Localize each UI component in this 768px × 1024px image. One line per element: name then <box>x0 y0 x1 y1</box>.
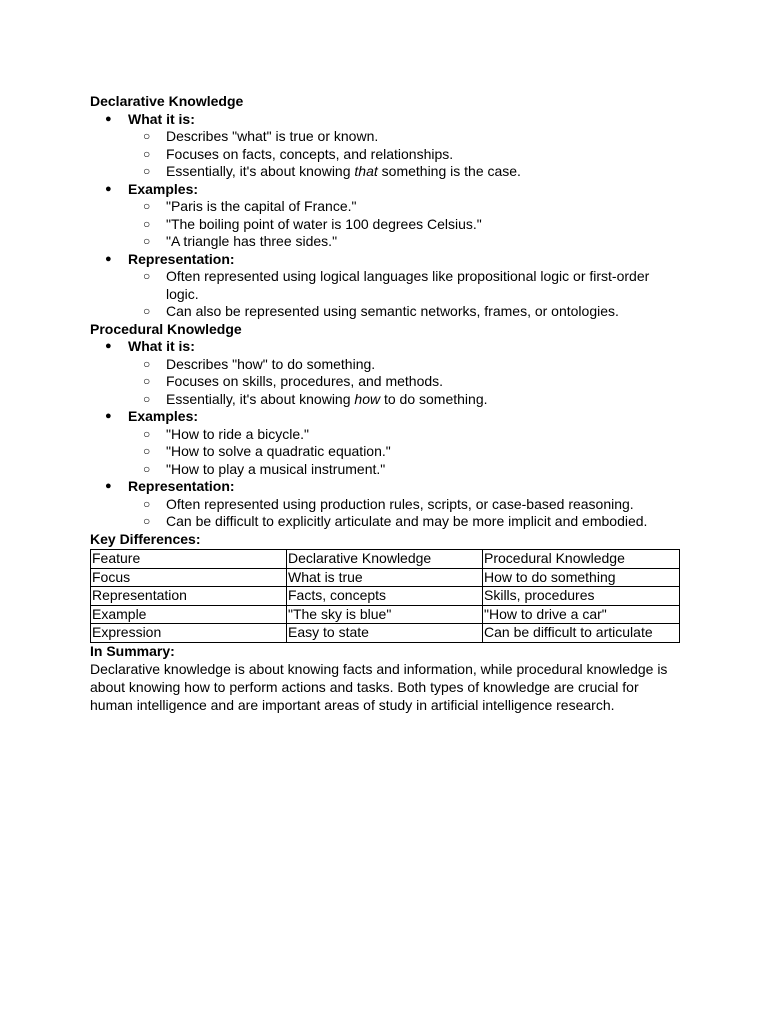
bullet-icon: ● <box>105 410 112 422</box>
circle-bullet-icon: ○ <box>143 496 151 511</box>
list-item <box>90 181 690 199</box>
table-header-row <box>91 550 680 569</box>
declarative-heading: Declarative Knowledge <box>90 93 244 109</box>
list-item-text-pre: Essentially, it's about knowing <box>166 390 355 407</box>
list-item <box>90 443 690 461</box>
list-item-text: "Paris is the capital of France." <box>166 198 357 214</box>
procedural-examples-label: Examples: <box>128 408 199 424</box>
circle-bullet-icon: ○ <box>143 164 151 178</box>
comparison-table <box>90 549 680 643</box>
circle-bullet-icon: ○ <box>143 304 151 318</box>
list-item <box>90 373 690 391</box>
list-item <box>90 478 690 496</box>
list-item-text: "How to ride a bicycle." <box>166 425 309 442</box>
bullet-icon: ● <box>105 182 112 195</box>
list-item <box>90 496 690 514</box>
procedural-what-label: What it is: <box>128 338 195 354</box>
list-item <box>90 146 690 164</box>
list-item-text: Can be difficult to explicitly articulate and may be more implicit and embodied. <box>166 513 648 529</box>
table-cell: Can be difficult to articulate <box>483 624 680 643</box>
circle-bullet-icon: ○ <box>143 269 151 283</box>
document-page <box>90 93 690 714</box>
declarative-examples-label: Examples: <box>128 180 199 197</box>
list-item <box>90 426 690 444</box>
summary-paragraph: Declarative knowledge is about knowing facts and information, while procedural knowledge is about knowing how to perform actions and tasks. Both types of knowledge are crucial for human intelligence and are important areas of study in artificial intelligence research. <box>90 661 668 713</box>
table-cell: "The sky is blue" <box>287 605 483 624</box>
list-item <box>90 513 690 531</box>
list-item-text: Focuses on facts, concepts, and relationships. <box>166 145 454 162</box>
list-item-text: Describes "what" is true or known. <box>166 128 379 144</box>
circle-bullet-icon: ○ <box>143 129 151 143</box>
list-item-text-post: something is the case. <box>377 163 521 179</box>
list-item <box>90 216 690 234</box>
table-header-cell: Declarative Knowledge <box>287 550 483 569</box>
list-item <box>90 128 690 146</box>
bullet-icon: ● <box>105 340 112 352</box>
summary-heading: In Summary: <box>90 642 175 659</box>
table-cell: Expression <box>91 624 287 643</box>
table-cell: Representation <box>91 587 287 606</box>
list-item <box>90 461 690 479</box>
bullet-icon: ● <box>105 252 112 265</box>
table-cell: Easy to state <box>287 624 483 643</box>
list-item <box>90 356 690 374</box>
circle-bullet-icon: ○ <box>143 234 151 248</box>
circle-bullet-icon: ○ <box>143 374 151 388</box>
list-item <box>90 303 690 321</box>
table-cell: Facts, concepts <box>287 587 483 606</box>
list-item <box>90 198 690 216</box>
circle-bullet-icon: ○ <box>143 356 151 371</box>
declarative-what-label: What it is: <box>128 110 195 127</box>
circle-bullet-icon: ○ <box>143 216 151 231</box>
list-item-text: "How to solve a quadratic equation." <box>166 443 391 459</box>
table-cell: Skills, procedures <box>483 587 680 606</box>
list-item <box>90 338 690 356</box>
circle-bullet-icon: ○ <box>143 514 151 528</box>
emphasis-text: how <box>354 390 381 407</box>
table-cell: "How to drive a car" <box>483 605 680 624</box>
list-item <box>90 233 690 251</box>
table-row <box>91 587 680 606</box>
table-row <box>91 568 680 587</box>
list-item-text: Often represented using logical languages like propositional logic or first-order logic. <box>166 268 650 302</box>
bullet-icon: ● <box>105 112 112 125</box>
table-header-cell: Feature <box>91 550 287 569</box>
list-item <box>90 391 690 409</box>
table-header-cell: Procedural Knowledge <box>483 550 680 569</box>
list-item-text-pre: Essentially, it's about knowing <box>166 163 355 179</box>
circle-bullet-icon: ○ <box>143 461 151 476</box>
circle-bullet-icon: ○ <box>143 444 151 458</box>
list-item <box>90 251 690 269</box>
list-item-text: Often represented using production rules, scripts, or case-based reasoning. <box>166 495 634 512</box>
list-item-text-post: to do something. <box>380 390 488 407</box>
list-item-text: Can also be represented using semantic networks, frames, or ontologies. <box>166 303 619 319</box>
differences-heading: Key Differences: <box>90 530 201 547</box>
list-item <box>90 163 690 181</box>
list-item-text: "The boiling point of water is 100 degrees Celsius." <box>166 215 482 232</box>
list-item-text: Focuses on skills, procedures, and methods. <box>166 373 444 389</box>
list-item-text: "A triangle has three sides." <box>166 233 338 249</box>
list-item <box>90 268 690 303</box>
table-row <box>91 624 680 643</box>
table-cell: What is true <box>287 568 483 587</box>
emphasis-text: that <box>354 163 378 179</box>
list-item <box>90 111 690 129</box>
table-cell: Focus <box>91 568 287 587</box>
list-item <box>90 408 690 426</box>
table-row <box>91 605 680 624</box>
bullet-icon: ● <box>105 480 112 492</box>
table-cell: How to do something <box>483 568 680 587</box>
procedural-heading: Procedural Knowledge <box>90 320 242 337</box>
circle-bullet-icon: ○ <box>143 391 151 406</box>
declarative-representation-label: Representation: <box>128 250 235 267</box>
procedural-representation-label: Representation: <box>128 478 235 494</box>
list-item-text: "How to play a musical instrument." <box>166 460 386 477</box>
list-item-text: Describes "how" to do something. <box>166 355 376 372</box>
circle-bullet-icon: ○ <box>143 146 151 161</box>
circle-bullet-icon: ○ <box>143 426 151 441</box>
circle-bullet-icon: ○ <box>143 199 151 213</box>
table-cell: Example <box>91 605 287 624</box>
